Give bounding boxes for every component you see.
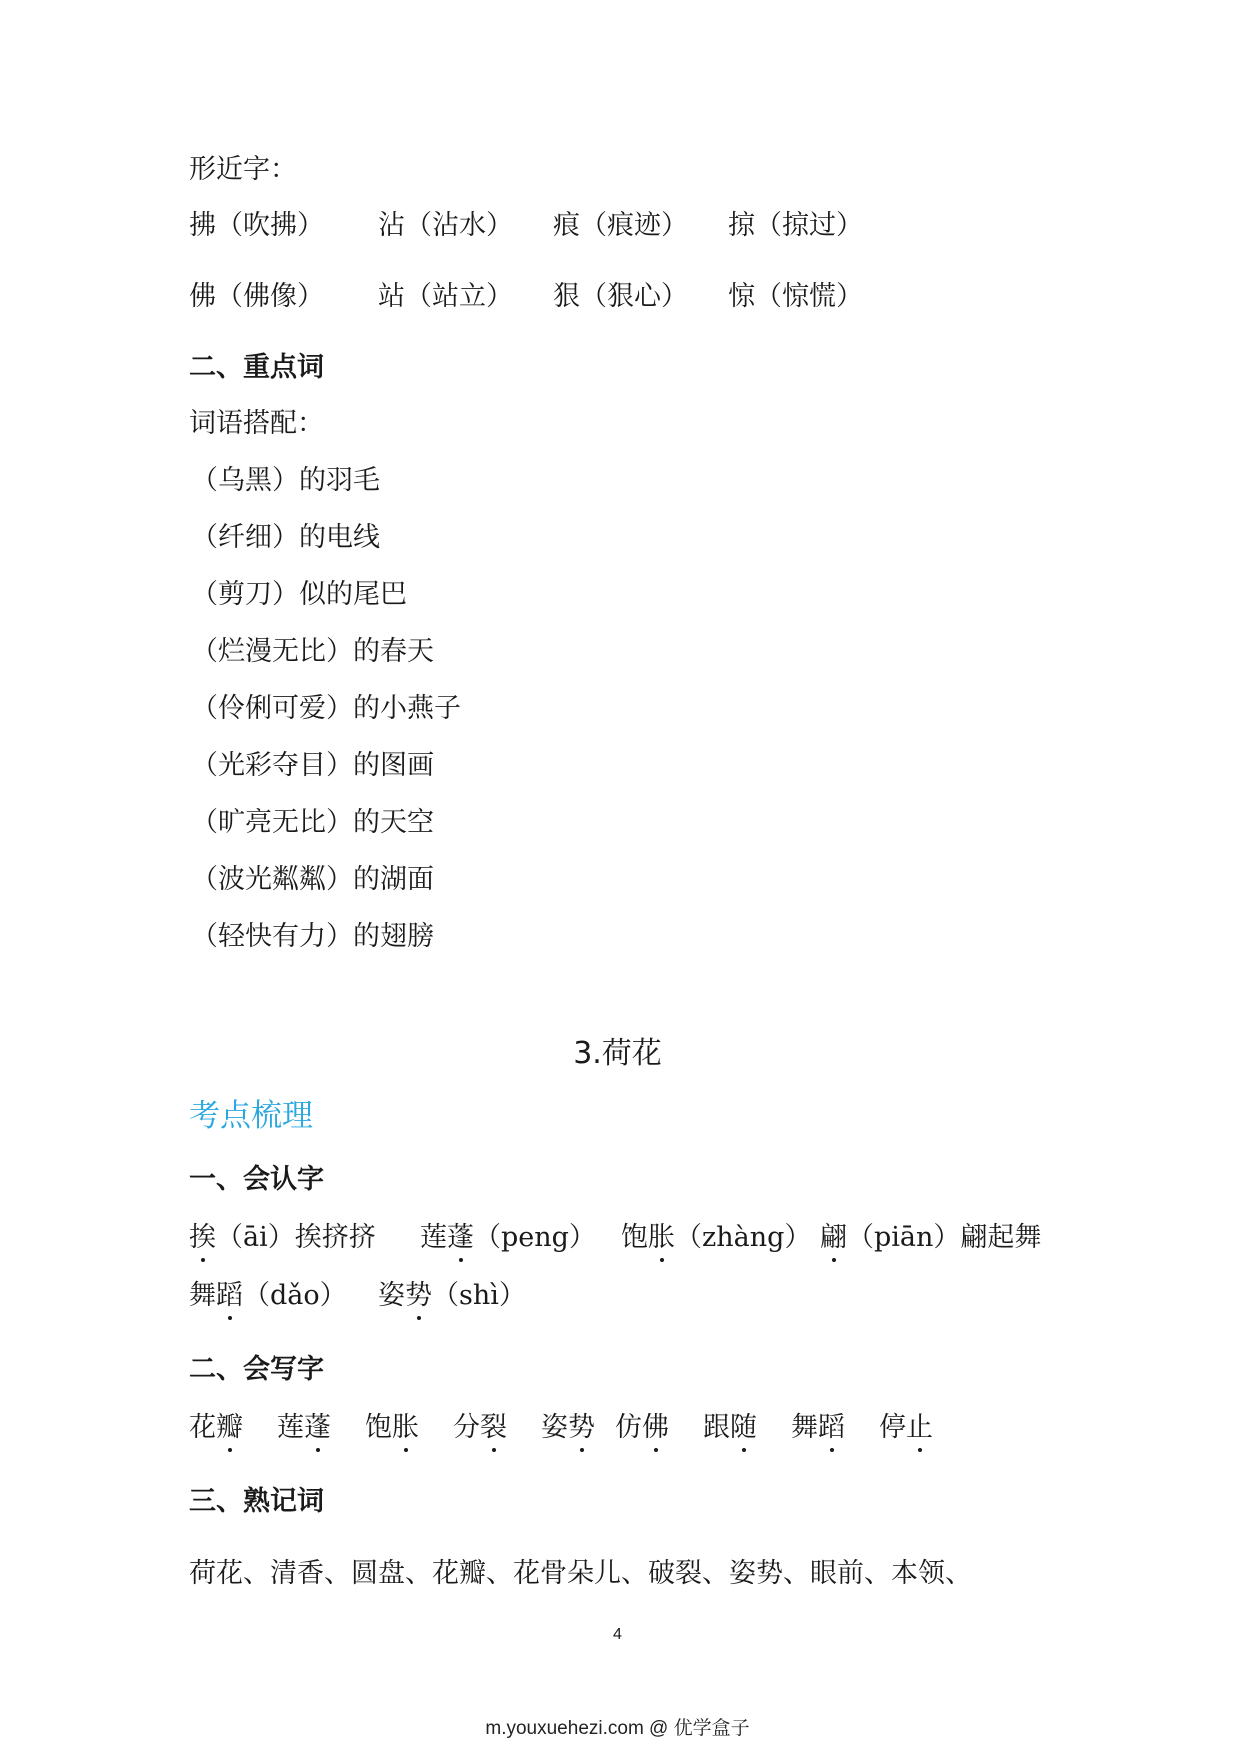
similar-char-item: 惊（惊慌） xyxy=(728,281,863,312)
write-word xyxy=(453,1410,507,1446)
dotted-char: 蓬 xyxy=(447,1220,474,1256)
write-word xyxy=(277,1410,331,1446)
pinyin: （peng） xyxy=(474,1222,596,1253)
write-word xyxy=(189,1410,243,1446)
similar-char-item: 拂（吹拂） xyxy=(189,210,324,241)
list-item: （轻快有力）的翅膀 xyxy=(191,921,434,952)
recognize-item xyxy=(189,1220,376,1256)
similar-char-item: 狠（狠心） xyxy=(553,281,688,312)
similar-char-item: 佛（佛像） xyxy=(189,281,324,312)
recognize-item xyxy=(621,1220,811,1256)
list-item: （纤细）的电线 xyxy=(191,522,380,553)
write-word xyxy=(615,1410,669,1446)
word-pairing-label: 词语搭配： xyxy=(189,408,324,439)
dotted-char: 挨 xyxy=(189,1220,216,1256)
dotted-char: 势 xyxy=(405,1278,432,1314)
plain-char: 莲 xyxy=(277,1412,304,1443)
recognize-item xyxy=(189,1278,347,1314)
key-words-heading: 二、重点词 xyxy=(189,352,324,383)
plain-char: 饱 xyxy=(621,1222,648,1253)
plain-char: 停 xyxy=(879,1412,906,1443)
write-word xyxy=(365,1410,419,1446)
dotted-char: 蹈 xyxy=(216,1278,243,1314)
similar-char-item: 站（站立） xyxy=(378,281,513,312)
dotted-char: 蹈 xyxy=(818,1410,845,1446)
similar-char-item: 沾（沾水） xyxy=(378,210,513,241)
dotted-char: 胀 xyxy=(392,1410,419,1446)
recognize-item xyxy=(378,1278,526,1314)
plain-char: 姿 xyxy=(541,1412,568,1443)
write-word xyxy=(791,1410,845,1446)
pinyin: （shì） xyxy=(432,1280,526,1311)
plain-char: 仿 xyxy=(615,1412,642,1443)
pinyin: （piān）翩起舞 xyxy=(847,1222,1042,1253)
list-item: （烂漫无比）的春天 xyxy=(191,636,434,667)
dotted-char: 随 xyxy=(730,1410,757,1446)
plain-char: 花 xyxy=(189,1412,216,1443)
pinyin: （zhàng） xyxy=(675,1222,812,1253)
dotted-char: 胀 xyxy=(648,1220,675,1256)
plain-char: 舞 xyxy=(791,1412,818,1443)
plain-char: 分 xyxy=(453,1412,480,1443)
recognize-item xyxy=(420,1220,596,1256)
dotted-char: 势 xyxy=(568,1410,595,1446)
dotted-char: 止 xyxy=(906,1410,933,1446)
similar-char-item: 痕（痕迹） xyxy=(553,210,688,241)
recognize-item xyxy=(820,1220,1041,1256)
write-word xyxy=(541,1410,595,1446)
write-heading: 二、会写字 xyxy=(189,1354,324,1385)
plain-char: 姿 xyxy=(378,1280,405,1311)
plain-char: 跟 xyxy=(703,1412,730,1443)
similar-char-item: 掠（掠过） xyxy=(728,210,863,241)
footer-watermark: m.youxuehezi.com @ 优学盒子 xyxy=(485,1718,750,1739)
plain-char: 饱 xyxy=(365,1412,392,1443)
dotted-char: 佛 xyxy=(642,1410,669,1446)
pinyin: （dǎo） xyxy=(243,1280,347,1311)
lesson-title: 3.荷花 xyxy=(573,1036,662,1071)
list-item: （旷亮无比）的天空 xyxy=(191,807,434,838)
list-item: （波光粼粼）的湖面 xyxy=(191,864,434,895)
list-item: （乌黑）的羽毛 xyxy=(191,465,380,496)
dotted-char: 裂 xyxy=(480,1410,507,1446)
page-number: 4 xyxy=(613,1626,622,1643)
memorize-words: 荷花、清香、圆盘、花瓣、花骨朵儿、破裂、姿势、眼前、本领、 xyxy=(189,1558,972,1589)
write-word xyxy=(703,1410,757,1446)
similar-chars-label: 形近字： xyxy=(189,154,297,185)
pinyin: （āi）挨挤挤 xyxy=(216,1222,376,1253)
dotted-char: 蓬 xyxy=(304,1410,331,1446)
list-item: （光彩夺目）的图画 xyxy=(191,750,434,781)
dotted-char: 翩 xyxy=(820,1220,847,1256)
plain-char: 舞 xyxy=(189,1280,216,1311)
write-word xyxy=(879,1410,933,1446)
list-item: （剪刀）似的尾巴 xyxy=(191,579,407,610)
list-item: （伶俐可爱）的小燕子 xyxy=(191,693,461,724)
section-title: 考点梳理 xyxy=(189,1098,313,1134)
plain-char: 莲 xyxy=(420,1222,447,1253)
memorize-heading: 三、熟记词 xyxy=(189,1486,324,1517)
recognize-heading: 一、会认字 xyxy=(189,1164,324,1195)
dotted-char: 瓣 xyxy=(216,1410,243,1446)
